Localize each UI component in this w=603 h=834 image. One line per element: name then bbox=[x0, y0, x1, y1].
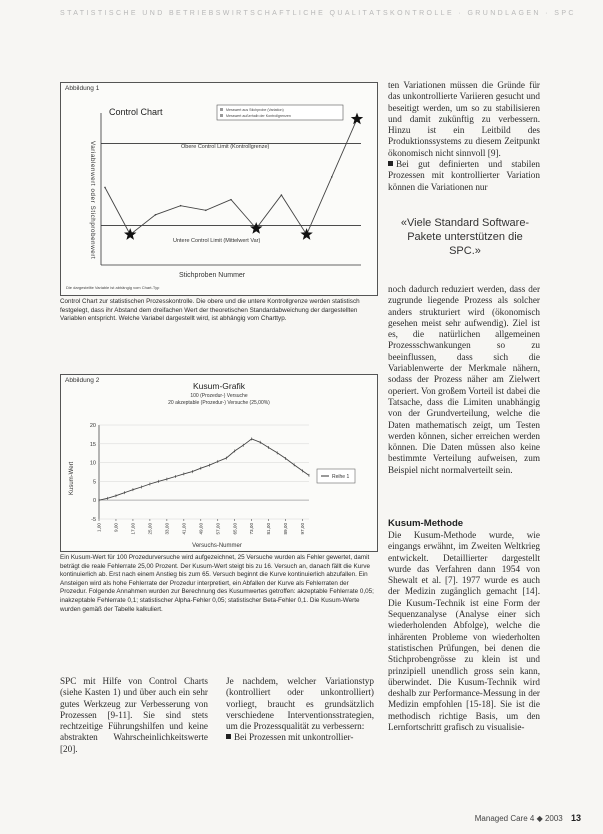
legend-entry-outside: Messwert außerhalb der Kontrollgrenzen bbox=[226, 114, 291, 118]
figure-1-box bbox=[60, 82, 378, 296]
kusum-x-tick-label: 89,00 bbox=[283, 523, 289, 535]
star-point-icon bbox=[124, 228, 136, 240]
running-header: STATISTISCHE UND BETRIEBSWIRTSCHAFTLICHE QUALITÄTSKONTROLLE · GRUNDLAGEN · SPC bbox=[60, 10, 576, 17]
kusum-chart-subtitle-1: 100 (Prozedur-) Versuche bbox=[190, 393, 248, 399]
footer-issue: 4 ◆ 2003 bbox=[529, 814, 563, 823]
control-chart-point bbox=[155, 214, 157, 216]
page-number: 13 bbox=[570, 813, 581, 823]
control-chart-point bbox=[180, 205, 182, 207]
lower-limit-label: Untere Control Limit (Mittelwert Var) bbox=[173, 238, 261, 244]
star-point-icon bbox=[351, 113, 363, 125]
figure-1-label: Abbildung 1 bbox=[65, 85, 100, 92]
kusum-chart-y-label: Kusum-Wert bbox=[69, 461, 75, 495]
control-chart-point bbox=[331, 176, 333, 178]
right-top-bullet bbox=[388, 159, 540, 193]
kusum-chart bbox=[61, 375, 377, 551]
legend-entry-variation: Messwert aus Stichprobe (Variation) bbox=[226, 108, 284, 112]
kusum-chart-title: Kusum-Grafik bbox=[193, 381, 245, 391]
kusum-x-tick-label: 17,00 bbox=[130, 523, 136, 535]
middle-bottom-bullet bbox=[226, 732, 374, 743]
kusum-x-tick-label: 9,00 bbox=[113, 523, 119, 532]
control-chart-point bbox=[205, 209, 207, 211]
kusum-legend-entry: Reihe 1 bbox=[332, 474, 350, 480]
right-column-mid: noch dadurch reduziert werden, dass der zugrunde liegende Prozess als solcher anders strukturiert wird (ökonomisch gesehen meist sehr aufwendig). Ziel ist es, die natürlichen allgemeinen Prozessschwankungen so zu beeinflussen, dass sich die Variablenwerte der Merkmale nähern, sodass der Prozess näher am Zielwert operiert. Von großem Vorteil ist dabei die Tatsache, dass die Limiten unabhängig von der Grundverteilung, welche die Daten mathematisch zeigt, um Testen werden können, sicher erreichen werden können. Die Daten müssen also keine bestimmte Verteilung aufweisen, zum Beispiel nicht normalverteilt sein. bbox=[388, 284, 540, 475]
kusum-y-tick-label: 20 bbox=[89, 423, 96, 429]
bullet-square-icon bbox=[226, 734, 231, 739]
figure-2-caption: Ein Kusum-Wert für 100 Prozedurversuche wird aufgezeichnet, 25 Versuche wurden als Fehler gewertet, damit beträgt die reale Fehlerrate 25,00 Prozent. Der Kusum-Wert steigt bis zu 16. Versuch an, danach fällt die Kurve kontinuierlich ab. Erst nach einem Anstieg bis zum 65. Versuch beginnt die Kurve kontinuierlich abzufallen. Ein Ansteigen wird als hohe Fehlerrate der Prozedur interpretiert, ein Abfallen der Kurve als Fehlerraten der Prozedur. Folgende Annahmen wurden zur Berechnung des Kusumwertes getroffen: akzeptable Fehlerrate 0,05; inakzeptable Fehlerrate 0,1; statistischer Alpha-Fehler 0,05; statistischer Beta-Fehler 0,1. Die Kusum-Werte wurden gemäß der Tabelle kalkuliert. bbox=[60, 554, 374, 613]
page-footer bbox=[475, 813, 581, 823]
kusum-x-tick-label: 65,00 bbox=[232, 523, 238, 535]
kusum-x-tick-label: 81,00 bbox=[266, 523, 272, 535]
control-chart-point bbox=[281, 194, 283, 196]
legend-marker-variation bbox=[220, 108, 223, 111]
kusum-y-tick-label: 15 bbox=[89, 441, 96, 448]
kusum-x-tick-label: 49,00 bbox=[198, 523, 204, 535]
kusum-x-tick-label: 41,00 bbox=[181, 523, 187, 535]
control-chart-point bbox=[230, 199, 232, 201]
kusum-chart-subtitle-2: 20 akzeptable (Prozedur-) Versuche (25,00%) bbox=[168, 400, 270, 406]
pull-quote: «Viele Standard Software-Pakete unterstützen die SPC.» bbox=[400, 217, 530, 257]
right-top-bullet-text: Bei gut definierten und stabilen Prozessen mit kontrollierter Variation können die Variationen nur bbox=[388, 159, 540, 192]
kusum-y-tick-label: -5 bbox=[91, 517, 96, 523]
control-chart-series-line bbox=[105, 119, 357, 235]
right-column-bottom: Die Kusum-Methode wurde, wie eingangs erwähnt, im Zweiten Weltkrieg entwickelt. Detaillierter dargestellt wurde das Verfahren dann 1954 von Shewalt et al. [7]. 1977 wurde es auch der Medizin zugänglich gemacht [14]. Die Kusum-Technik ist eine Form der Sequenzanalyse (Analyse einer sich wiederholenden Abfolge), welche die inhärenten Probleme von wiederholten statistischen Prüfungen, bei denen die Stichprobengrösse zu klein ist und prinzipiell unendlich gross sein kann, überwindet. Die Kusum-Technik wird deshalb zur Performance-Messung in der Medizin empfohlen [15-18]. Sie ist die methodisch richtige Basis, um den Lernfortschritt grafisch zu visualisie- bbox=[388, 530, 540, 733]
section-heading-kusum: Kusum-Methode bbox=[388, 518, 464, 529]
figure-2-box bbox=[60, 374, 378, 552]
left-column-bottom: SPC mit Hilfe von Control Charts (siehe Kasten 1) und über auch ein sehr gutes Werkzeug zur Verbesserung von Prozessen [9-11]. Sie sind stets rechtzeitige Führungshilfen und keine abstrakten Wahrscheinlichkeitswerte [20]. bbox=[60, 676, 208, 754]
kusum-series-line bbox=[99, 439, 309, 500]
middle-bottom-paragraph: Je nachdem, welcher Variationstyp (kontrolliert oder unkontrolliert) vorliegt, braucht es grundsätzlich verschiedene Interventionsstrategien, um die Prozessqualität zu verbessern: bbox=[226, 676, 374, 732]
control-chart bbox=[61, 83, 377, 295]
control-chart-footnote: Die dargestellte Variable ist abhängig vom Chart-Typ bbox=[66, 285, 160, 290]
bullet-square-icon bbox=[388, 161, 393, 166]
control-chart-y-label: Variablenwert oder Stichprobenwert bbox=[89, 141, 96, 260]
footer-magazine: Managed Care bbox=[474, 814, 528, 823]
legend-marker-outside bbox=[220, 114, 223, 117]
control-chart-point bbox=[104, 187, 106, 189]
kusum-x-tick-label: 97,00 bbox=[300, 523, 306, 535]
upper-limit-label: Obere Control Limit (Kontrollgrenze) bbox=[181, 144, 270, 150]
kusum-x-tick-label: 57,00 bbox=[215, 523, 221, 535]
kusum-y-tick-label: 0 bbox=[92, 498, 96, 505]
figure-2-label: Abbildung 2 bbox=[65, 377, 100, 384]
right-column-top bbox=[388, 80, 540, 193]
star-point-icon bbox=[300, 228, 312, 240]
right-top-paragraph: ten Variationen müssen die Gründe für das unkontrollierte Variieren gesucht und beseitigt werden, um so zu stabilisieren und damit zukünftig zu verbessern. Hinzu ist ein Leitbild des Produktionssystems zu diesem Zeitpunkt ökonomisch nicht sinnvoll [9]. bbox=[388, 80, 540, 158]
middle-column-bottom bbox=[226, 676, 374, 744]
kusum-x-tick-label: 1,00 bbox=[96, 523, 102, 532]
kusum-x-tick-label: 33,00 bbox=[164, 523, 170, 535]
control-chart-title: Control Chart bbox=[109, 107, 163, 117]
control-chart-x-label: Stichproben Nummer bbox=[179, 272, 246, 279]
kusum-y-tick-label: 5 bbox=[92, 479, 96, 486]
kusum-x-tick-label: 73,00 bbox=[249, 523, 255, 535]
middle-bottom-bullet-text: Bei Prozessen mit unkontrollier- bbox=[234, 732, 354, 743]
kusum-x-tick-label: 25,00 bbox=[147, 523, 153, 535]
kusum-y-tick-label: 10 bbox=[89, 460, 96, 467]
kusum-chart-x-label: Versuchs-Nummer bbox=[192, 543, 242, 549]
figure-1-caption: Control Chart zur statistischen Prozesskontrolle. Die obere und die untere Kontrollgrenze werden statistisch festgelegt, dass ihr Abstand dem dreifachen Wert der theoretischen Standardabweichung der dargestellten Variablen entspricht. Welche Variabel dargestellt wird, ist abhängig vom Charttyp. bbox=[60, 298, 360, 323]
